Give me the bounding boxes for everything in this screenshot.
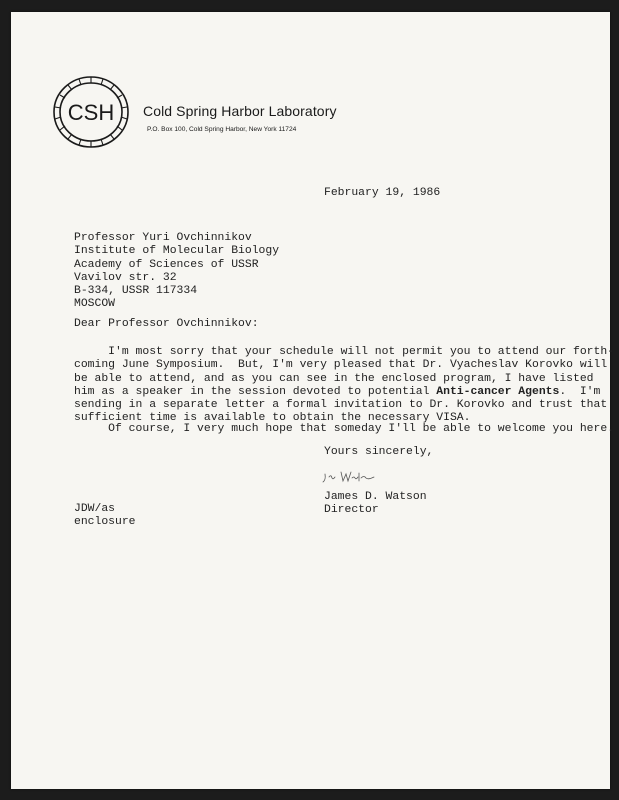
paragraph-line xyxy=(74,386,614,399)
recipient-line: Institute of Molecular Biology xyxy=(74,245,280,258)
salutation: Dear Professor Ovchinnikov: xyxy=(74,318,259,330)
paragraph-line: sufficient time is available to obtain the necessary VISA. xyxy=(74,412,471,425)
recipient-line: MOSCOW xyxy=(74,298,116,311)
body-paragraph-1 xyxy=(74,346,614,426)
logo-text: CSH xyxy=(67,100,115,125)
signer-block xyxy=(324,491,427,518)
paragraph-line: sending in a separate letter a formal invitation to Dr. Korovko and trust that xyxy=(74,399,608,412)
handwritten-signature xyxy=(321,466,381,486)
recipient-address-block xyxy=(74,232,279,312)
csh-logo xyxy=(48,70,134,154)
recipient-line: B-334, USSR 117334 xyxy=(74,285,198,298)
paragraph-line: coming June Symposium. But, I'm very pleased that Dr. Vyacheslav Korovko will xyxy=(74,359,608,372)
organization-name: Cold Spring Harbor Laboratory xyxy=(143,103,337,119)
emphasized-text: Anti-cancer Agents xyxy=(436,385,560,398)
typist-initials: JDW/as xyxy=(74,503,116,515)
recipient-line: Professor Yuri Ovchinnikov xyxy=(74,232,252,244)
signer-name: James D. Watson xyxy=(324,491,427,503)
reference-initials-block xyxy=(74,503,136,530)
recipient-line: Academy of Sciences of USSR xyxy=(74,258,259,271)
paragraph-text: . I'm xyxy=(559,385,601,398)
organization-address: P.O. Box 100, Cold Spring Harbor, New York 11724 xyxy=(147,126,297,133)
signer-title: Director xyxy=(324,504,379,517)
paragraph-text: him as a speaker in the session devoted to potential xyxy=(74,385,437,398)
enclosure-note: enclosure xyxy=(74,516,136,529)
body-paragraph-2: Of course, I very much hope that someday I'll be able to welcome you here. xyxy=(74,423,615,435)
paragraph-line: be able to attend, and as you can see in the enclosed program, I have listed xyxy=(74,372,594,385)
closing: Yours sincerely, xyxy=(324,446,434,458)
letter-date: February 19, 1986 xyxy=(324,187,441,199)
recipient-line: Vavilov str. 32 xyxy=(74,271,177,284)
paragraph-line: I'm most sorry that your schedule will not permit you to attend our forth- xyxy=(74,346,615,358)
